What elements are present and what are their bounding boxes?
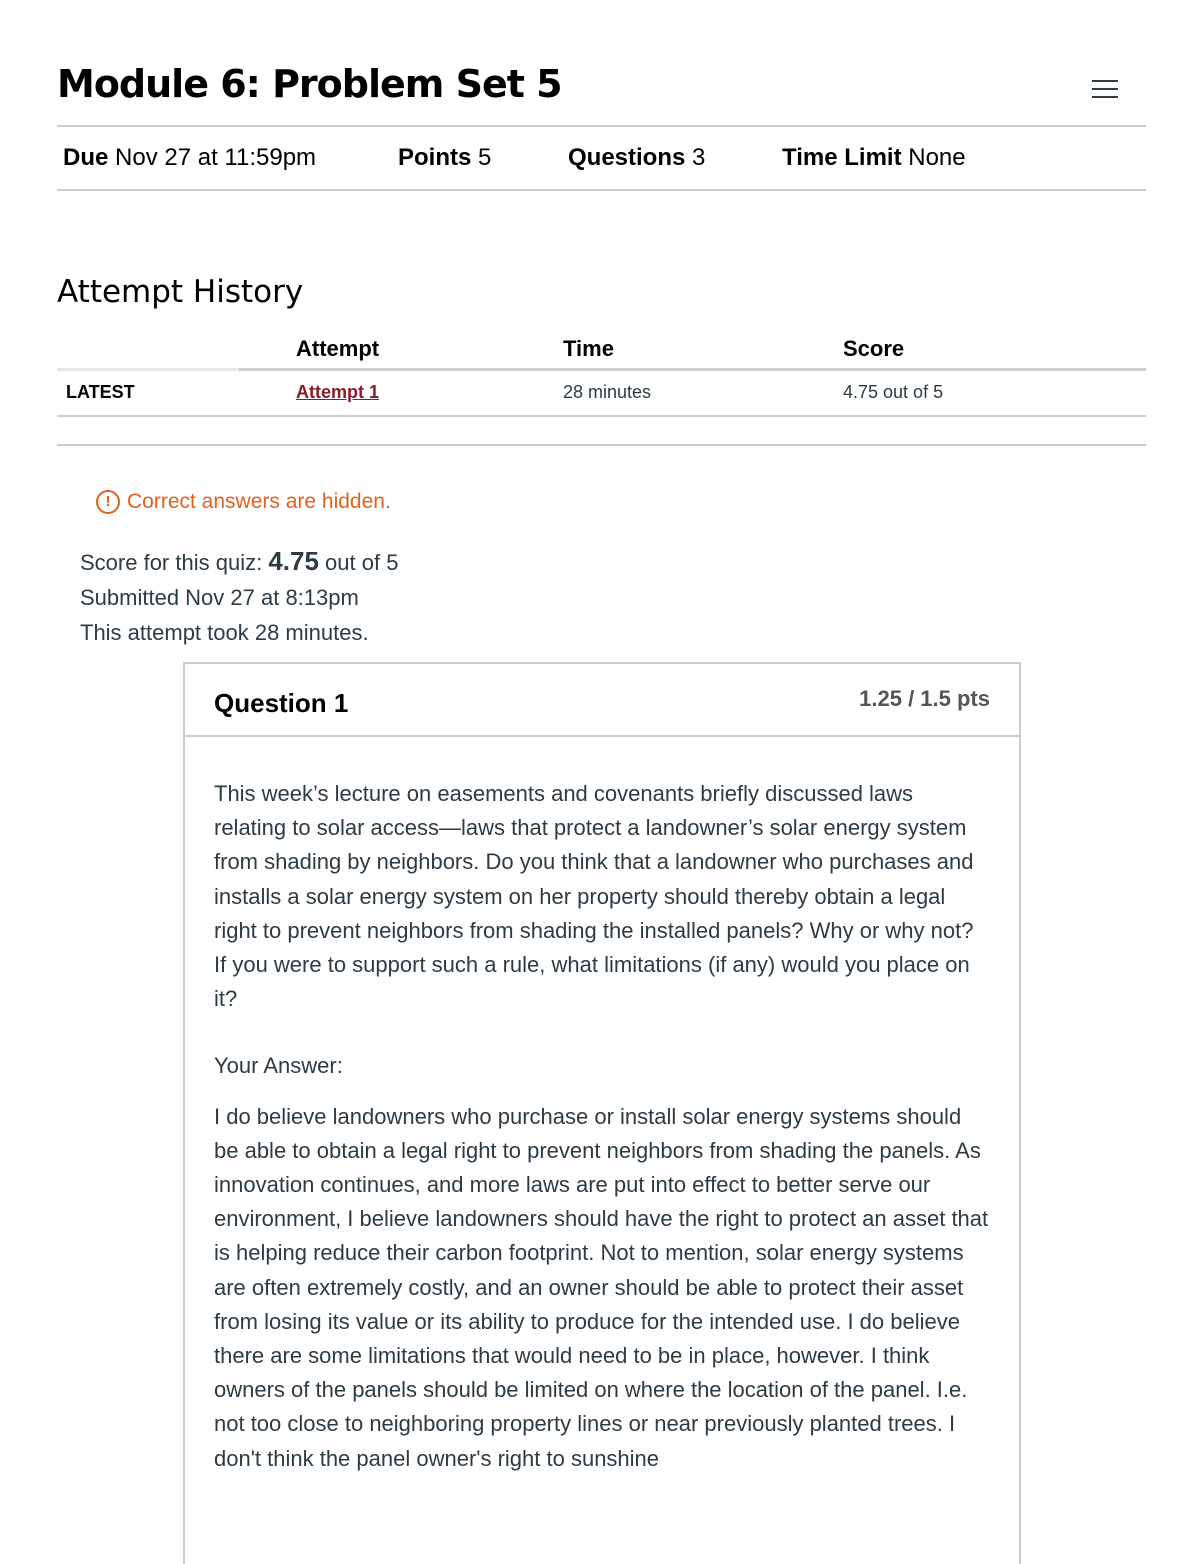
- divider: [57, 125, 1146, 127]
- hamburger-menu-icon[interactable]: [1092, 80, 1118, 100]
- score-value: 4.75: [268, 546, 319, 576]
- table-row-rule: [57, 415, 1146, 417]
- quiz-score: Score for this quiz: 4.75 out of 5: [80, 546, 399, 576]
- attempt-1-link[interactable]: Attempt 1: [296, 382, 380, 402]
- time-limit: Time Limit None: [782, 144, 966, 171]
- due-date: Due Nov 27 at 11:59pm: [63, 144, 317, 171]
- question-title: Question 1: [214, 688, 349, 718]
- question-header: [185, 664, 1019, 737]
- question-card: [183, 662, 1021, 1564]
- attempt-time: 28 minutes: [563, 382, 652, 402]
- divider: [57, 189, 1146, 191]
- quiz-summary: [80, 544, 398, 650]
- question-body: [185, 737, 1019, 1476]
- notice-text: Correct answers are hidden.: [127, 490, 391, 513]
- column-header-attempt: Attempt: [296, 336, 380, 361]
- points: Points 5: [398, 144, 492, 171]
- alert-circle-icon: !: [96, 490, 120, 514]
- attempt-score: 4.75 out of 5: [843, 382, 944, 402]
- column-header-score: Score: [843, 336, 905, 361]
- divider: [57, 444, 1146, 446]
- submitted-time: Submitted Nov 27 at 8:13pm: [80, 585, 359, 610]
- column-header-time: Time: [563, 336, 614, 361]
- latest-tag: LATEST: [66, 382, 135, 402]
- table-header-rule-left: [57, 368, 239, 371]
- attempt-history-title: Attempt History: [57, 274, 304, 310]
- question-points: 1.25 / 1.5 pts: [859, 686, 990, 711]
- attempt-duration: This attempt took 28 minutes.: [80, 620, 369, 645]
- answer-text: I do believe landowners who purchase or install solar energy systems should be able to obtain a legal right to prevent neighbors from shading the panels. As innovation continues, and more laws are put into effect to better serve our environment, I believe landowners should have the right to protect an asset that is helping reduce their carbon footprint. Not to mention, solar energy systems are often extremely costly, and an owner should be able to protect their asset from losing its value or its ability to produce for the intended use. I do believe there are some limitations that would need to be in place, however. I think owners of the panels should be limited on where the location of the panel. I.e. not too close to neighboring property lines or near previously planted trees. I don't think the panel owner's right to sunshine: [214, 1103, 989, 1471]
- questions-count: Questions 3: [568, 144, 706, 171]
- page-title: Module 6: Problem Set 5: [57, 62, 562, 106]
- answer-label: Your Answer:: [214, 1053, 343, 1079]
- question-prompt: This week’s lecture on easements and covenants briefly discussed laws relating to solar access—laws that protect a landowner’s solar energy system from shading by neighbors. Do you think that a landowner who purchases and installs a solar energy system on her property should thereby obtain a legal right to prevent neighbors from shading the installed panels? Why or why not? If you were to support such a rule, what limitations (if any) would you place on it?: [214, 781, 974, 1012]
- correct-answers-hidden-notice: [96, 490, 391, 514]
